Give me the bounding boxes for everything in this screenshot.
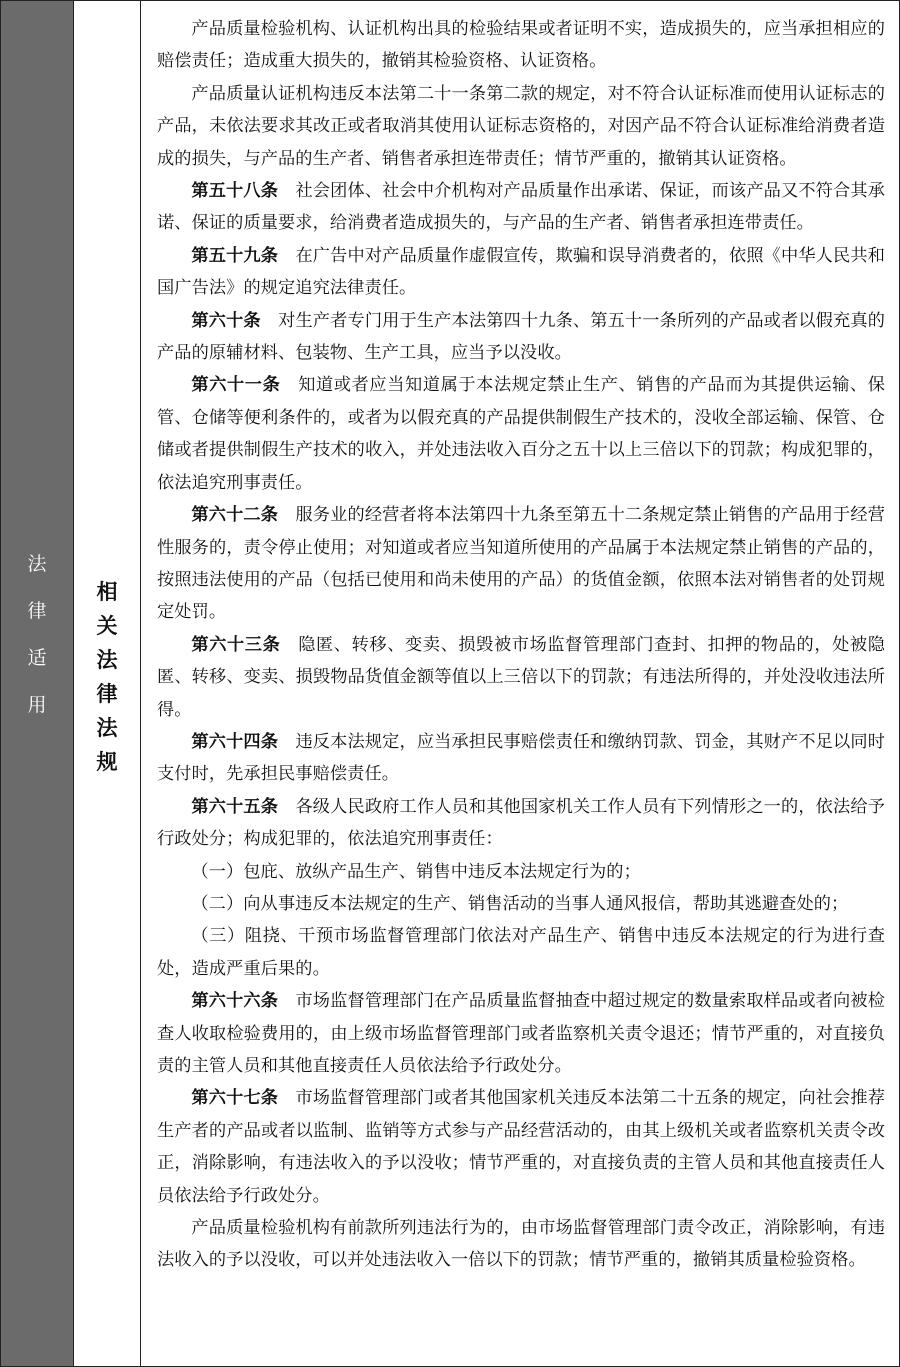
section-label (1, 541, 73, 729)
article-text: 社会团体、社会中介机构对产品质量作出承诺、保证，而该产品又不符合其承诺、保证的质量要求，给消费者造成损失的，与产品的生产者、销售者承担连带责任。 (157, 181, 885, 234)
article-number: 第六十六条 (191, 991, 279, 1012)
article-number: 第六十条 (191, 310, 261, 331)
article-number: 第六十二条 (191, 505, 279, 526)
law-paragraph (157, 629, 885, 726)
law-paragraph (157, 1082, 885, 1212)
sub-label-cell (74, 1, 141, 1366)
article-text: 知道或者应当知道属于本法规定禁止生产、销售的产品而为其提供运输、保管、仓储等便利条件的，或者为以假充真的产品提供制假生产技术的，没收全部运输、保管、仓储或者提供制假生产技术的收入，并处违法收入百分之五十以上三倍以下的罚款；构成犯罪的，依法追究刑事责任。 (157, 375, 885, 493)
article-text: 违反本法规定，应当承担民事赔偿责任和缴纳罚款、罚金，其财产不足以同时支付时，先承担民事赔偿责任。 (157, 731, 885, 785)
law-paragraph (157, 888, 885, 920)
section-label-char: 用 (27, 694, 47, 716)
law-paragraph (157, 78, 885, 175)
law-paragraph (157, 856, 885, 888)
law-paragraph (157, 985, 885, 1082)
article-text: 对生产者专门用于生产本法第四十九条、第五十一条所列的产品或者以假充真的产品的原辅材料、包装物、生产工具，应当予以没收。 (157, 310, 885, 364)
article-text: （二）向从事违反本法规定的生产、销售活动的当事人通风报信，帮助其逃避查处的； (191, 893, 849, 914)
sub-label-char: 律 (96, 682, 118, 706)
section-label-char: 适 (27, 647, 47, 669)
article-text: 市场监督管理部门或者其他国家机关违反本法第二十五条的规定，向社会推荐生产者的产品或者以监制、监销等方式参与产品经营活动的，由其上级机关或者监察机关责令改正，消除影响，有违法收入的予以没收；情节严重的，对直接负责的主管人员和其他直接责任人员依法给予行政处分。 (157, 1088, 885, 1206)
article-text: （三）阻挠、干预市场监督管理部门依法对产品生产、销售中违反本法规定的行为进行查处，造成严重后果的。 (157, 926, 885, 979)
article-text: 在广告中对产品质量作虚假宣传，欺骗和误导消费者的，依照《中华人民共和国广告法》的规定追究法律责任。 (157, 245, 885, 299)
law-paragraph (157, 920, 885, 985)
article-text: （一）包庇、放纵产品生产、销售中违反本法规定行为的； (191, 861, 641, 882)
sub-label-char: 关 (96, 614, 118, 638)
section-label-char: 律 (27, 600, 47, 622)
article-text: 产品质量认证机构违反本法第二十一条第二款的规定，对不符合认证标准而使用认证标志的产品，未依法要求其改正或者取消其使用认证标志资格的，对因产品不符合认证标准给消费者造成的损失，与产品的生产者、销售者承担连带责任；情节严重的，撤销其认证资格。 (157, 83, 885, 169)
article-text: 产品质量检验机构、认证机构出具的检验结果或者证明不实，造成损失的，应当承担相应的赔偿责任；造成重大损失的，撤销其检验资格、认证资格。 (157, 19, 885, 72)
law-paragraph (157, 305, 885, 370)
section-label-cell (1, 1, 74, 1366)
law-paragraph (157, 1212, 885, 1277)
law-paragraph (157, 499, 885, 629)
sub-label-char: 相 (96, 580, 118, 604)
sub-label-char: 规 (96, 750, 118, 774)
law-text-cell (141, 1, 899, 1366)
law-paragraph (157, 369, 885, 499)
sub-label-char: 法 (96, 716, 118, 740)
article-text: 各级人民政府工作人员和其他国家机关工作人员有下列情形之一的，依法给予行政处分；构成犯罪的，依法追究刑事责任： (157, 796, 885, 850)
article-number: 第六十一条 (191, 375, 281, 396)
article-text: 产品质量检验机构有前款所列违法行为的，由市场监督管理部门责令改正，消除影响，有违法收入的予以没收，可以并处违法收入一倍以下的罚款；情节严重的，撤销其质量检验资格。 (157, 1218, 885, 1271)
article-text: 隐匿、转移、变卖、损毁被市场监督管理部门查封、扣押的物品的，处被隐匿、转移、变卖、损毁物品货值金额等值以上三倍以下的罚款；有违法所得的，并处没收违法所得。 (157, 634, 885, 720)
law-paragraph (157, 175, 885, 240)
article-number: 第六十七条 (191, 1088, 279, 1109)
article-number: 第六十五条 (191, 796, 279, 817)
sub-label-char: 法 (96, 648, 118, 672)
law-paragraph (157, 726, 885, 791)
article-text: 市场监督管理部门在产品质量监督抽查中超过规定的数量索取样品或者向被检查人收取检验费用的，由上级市场监督管理部门或者监察机关责令退还；情节严重的，对直接负责的主管人员和其他直接责任人员依法给予行政处分。 (157, 991, 885, 1076)
section-label-char: 法 (27, 553, 47, 575)
law-paragraph (157, 13, 885, 78)
sub-label (74, 575, 140, 779)
article-number: 第六十四条 (191, 731, 279, 752)
article-number: 第五十八条 (191, 181, 279, 202)
law-paragraph (157, 791, 885, 856)
article-number: 第六十三条 (191, 634, 281, 655)
article-number: 第五十九条 (191, 245, 279, 266)
law-paragraph (157, 240, 885, 305)
article-text: 服务业的经营者将本法第四十九条至第五十二条规定禁止销售的产品用于经营性服务的，责令停止使用；对知道或者应当知道所使用的产品属于本法规定禁止销售的产品的，按照违法使用的产品（包括已使用和尚未使用的产品）的货值金额，依照本法对销售者的处罚规定处罚。 (157, 505, 885, 623)
